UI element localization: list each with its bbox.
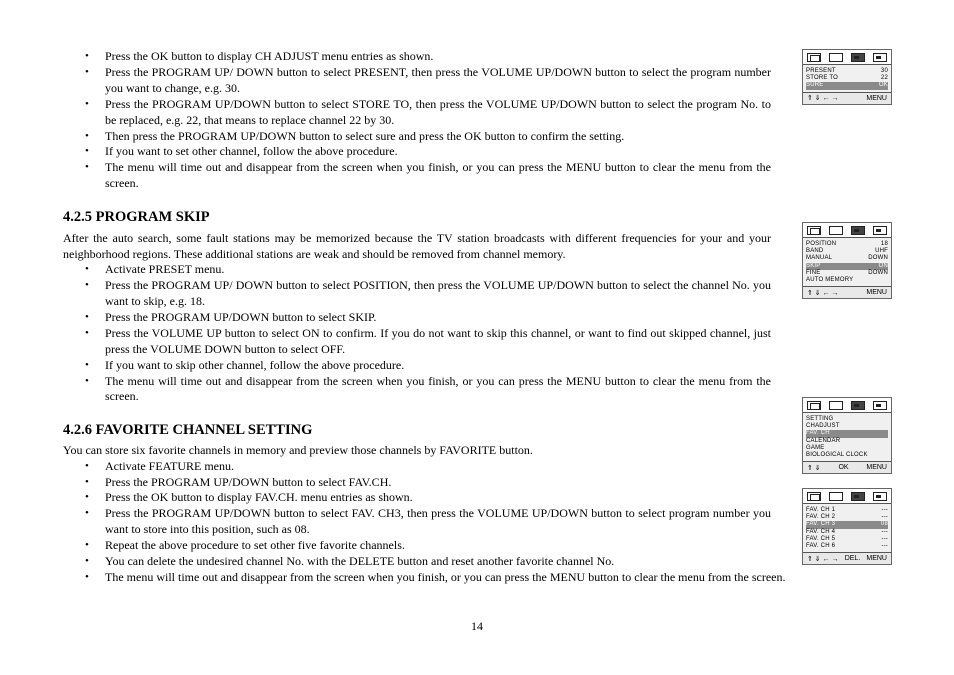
- menu-row: [806, 452, 888, 459]
- menu-row: [806, 521, 888, 528]
- bullet-icon: •: [85, 570, 89, 583]
- bullet-icon: •: [85, 50, 89, 62]
- menu-row: [806, 263, 888, 270]
- menu-footer: [803, 286, 891, 298]
- bullet-list: [63, 49, 771, 192]
- bullet-item: [63, 475, 771, 491]
- menu-footer: [803, 92, 891, 104]
- menu-row-value: ---: [881, 514, 888, 521]
- menu-icon-bar: [803, 398, 891, 413]
- bullet-icon: •: [85, 326, 89, 339]
- bullet-item: [63, 538, 771, 554]
- ch-adjust-menu-image: [802, 49, 892, 105]
- bullet-icon: •: [85, 374, 89, 387]
- menu-row-label: FAV. CH 1: [806, 507, 836, 513]
- bullet-text: Press the VOLUME UP button to select ON to confirm. If you do not want to skip this channel, or want to find out skipped channel, just press the VOLUME DOWN button to select OFF.: [105, 325, 771, 356]
- menu-row: [806, 255, 888, 262]
- bullet-text: Press the OK button to display CH ADJUST menu entries as shown.: [105, 49, 434, 63]
- menu-row-value: ---: [881, 535, 888, 542]
- menu-row-value: ON: [878, 262, 888, 269]
- menu-icon-bar: [803, 489, 891, 504]
- preset-menu-image: [802, 222, 892, 299]
- tv-icon: [807, 53, 821, 62]
- menu-row-label: FAV. CH 2: [806, 514, 836, 521]
- bullet-text: You can delete the undesired channel No. with the DELETE button and reset another favorite channel No.: [105, 554, 615, 569]
- menu-row-label: CHADJUST: [806, 423, 840, 430]
- footer-left: ⇑ ⇓: [807, 464, 821, 472]
- menu-row-label: SURE: [806, 82, 824, 89]
- menu-row: [806, 423, 888, 430]
- menu-entries: [803, 65, 891, 92]
- footer-right: MENU: [866, 464, 887, 472]
- bullet-text: If you want to skip other channel, follow the above procedure.: [105, 357, 405, 372]
- bullet-item: [63, 490, 771, 506]
- menu-row: [806, 82, 888, 89]
- menu-row: [806, 438, 888, 445]
- bullet-item: [63, 310, 771, 326]
- menu-row-value: OK: [878, 82, 888, 89]
- bullet-text: Press the PROGRAM UP/ DOWN button to select PRESENT, then press the VOLUME UP/DOWN button to select the program number you want to change, e.g. 30.: [105, 64, 771, 95]
- bullet-item: [63, 278, 771, 310]
- program-skip-section: [63, 208, 771, 405]
- menu-row-label: BAND: [806, 248, 824, 255]
- picture-icon: [851, 492, 865, 501]
- bullet-text: Repeat the above procedure to set other five favorite channels.: [105, 538, 405, 553]
- tv-icon: [807, 226, 821, 235]
- menu-row-value: ---: [881, 528, 888, 535]
- menu-row-label: SETTING: [806, 416, 834, 422]
- bullet-text: Press the PROGRAM UP/DOWN button to select SKIP.: [105, 309, 377, 324]
- feature-icon: [873, 226, 887, 235]
- menu-row-label: FAV. CH 6: [806, 542, 836, 549]
- picture-icon: [851, 401, 865, 410]
- picture-icon: [851, 53, 865, 62]
- bullet-list: [63, 458, 786, 586]
- menu-row: [806, 529, 888, 536]
- bullet-item: [63, 554, 771, 570]
- bullet-icon: •: [85, 459, 89, 472]
- menu-row-label: PRESENT: [806, 68, 836, 74]
- bullet-text: The menu will time out and disappear from the screen when you finish, or you can press the MENU button to clear the menu from the screen.: [105, 569, 786, 584]
- menu-row: [806, 68, 888, 75]
- bullet-item: [63, 65, 771, 97]
- menu-row-label: CALENDAR: [806, 437, 841, 444]
- feature-icon: [873, 401, 887, 410]
- bullet-item: [63, 144, 771, 160]
- ch-adjust-steps: [63, 49, 771, 192]
- bullet-item: [63, 262, 771, 278]
- menu-row: [806, 536, 888, 543]
- bullet-icon: •: [85, 97, 89, 110]
- bullet-text: The menu will time out and disappear from the screen when you finish, or you can press the MENU button to clear the menu from the screen.: [105, 160, 771, 191]
- section-heading: 4.2.5 PROGRAM SKIP: [63, 209, 210, 225]
- feature-icon: [873, 492, 887, 501]
- menu-row-label: FAV. CH: [806, 430, 830, 437]
- menu-row: [806, 277, 888, 284]
- favorite-channel-section: [63, 421, 786, 586]
- menu-row-value: 18: [880, 241, 888, 247]
- bullet-text: Press the PROGRAM UP/DOWN button to select FAV. CH3, then press the VOLUME UP/DOWN button to select program number you want to store into this position, such as 08.: [105, 506, 771, 537]
- bullet-icon: •: [85, 129, 89, 142]
- bullet-item: [63, 129, 771, 145]
- bullet-list: [63, 262, 771, 405]
- footer-right: MENU: [866, 289, 887, 297]
- menu-row-label: FINE: [806, 269, 821, 276]
- bullet-icon: •: [85, 475, 89, 488]
- bullet-text: Then press the PROGRAM UP/DOWN button to select sure and press the OK button to confirm the setting.: [105, 128, 625, 143]
- bullet-text: Press the OK button to display FAV.CH. menu entries as shown.: [105, 490, 413, 505]
- menu-footer: [803, 552, 891, 564]
- menu-row-label: MANUAL: [806, 255, 833, 262]
- feature-icon: [873, 53, 887, 62]
- bullet-text: Press the PROGRAM UP/ DOWN button to select POSITION, then press the VOLUME UP/DOWN button to select the channel No. you want to skip, e.g. 18.: [105, 278, 771, 308]
- menu-entries: [803, 238, 891, 286]
- bullet-icon: •: [85, 507, 89, 520]
- footer-mid: OK: [838, 464, 849, 472]
- menu-row-value: ---: [881, 507, 888, 513]
- footer-left: ⇑ ⇓ ← →: [807, 95, 839, 103]
- menu-row-value: UHF: [875, 248, 888, 255]
- tools-icon: [829, 53, 843, 62]
- bullet-icon: •: [85, 263, 89, 276]
- menu-icon-bar: [803, 50, 891, 65]
- section-intro: After the auto search, some fault stations may be memorized because the TV station broadcasts with different frequencies for your and your neighborhood regions. These additional stations are weak and should be removed from channel memory.: [63, 231, 771, 261]
- footer-right: MENU: [866, 555, 887, 563]
- bullet-icon: •: [85, 65, 89, 78]
- bullet-item: [63, 326, 771, 358]
- tv-icon: [807, 401, 821, 410]
- menu-row-value: 22: [880, 75, 888, 82]
- bullet-text: If you want to set other channel, follow the above procedure.: [105, 144, 398, 159]
- page-number: 14: [471, 619, 483, 633]
- menu-icon-bar: [803, 223, 891, 238]
- feature-menu-image: [802, 397, 892, 474]
- menu-row: [806, 507, 888, 514]
- bullet-text: Activate FEATURE menu.: [105, 458, 234, 473]
- menu-row-label: GAME: [806, 444, 825, 451]
- menu-row-value: DOWN: [868, 269, 888, 276]
- section-heading: 4.2.6 FAVORITE CHANNEL SETTING: [63, 422, 313, 438]
- bullet-icon: •: [85, 279, 89, 292]
- bullet-item: [63, 358, 771, 374]
- tv-icon: [807, 492, 821, 501]
- bullet-item: [63, 374, 771, 406]
- menu-footer: [803, 461, 891, 473]
- menu-row: [806, 430, 888, 437]
- menu-row-label: SKIP: [806, 262, 821, 269]
- menu-row-value: 08: [880, 521, 888, 528]
- menu-row: [806, 248, 888, 255]
- menu-row: [806, 543, 888, 550]
- bullet-icon: •: [85, 145, 89, 158]
- bullet-icon: •: [85, 539, 89, 552]
- bullet-text: Activate PRESET menu.: [105, 262, 225, 277]
- menu-row-label: STORE TO: [806, 75, 838, 82]
- menu-row-value: ---: [881, 542, 888, 549]
- bullet-item: [63, 97, 771, 129]
- tools-icon: [829, 492, 843, 501]
- menu-row: [806, 514, 888, 521]
- footer-left: ⇑ ⇓ ← →: [807, 289, 839, 297]
- menu-row-label: BIOLOGICAL CLOCK: [806, 451, 868, 458]
- menu-row-value: 30: [880, 68, 888, 74]
- menu-row-label: FAV. CH 4: [806, 528, 836, 535]
- tools-icon: [829, 401, 843, 410]
- menu-row-label: AUTO MEMORY: [806, 276, 854, 283]
- footer-right: MENU: [866, 94, 887, 102]
- bullet-icon: •: [85, 358, 89, 371]
- bullet-icon: •: [85, 555, 89, 568]
- picture-icon: [851, 226, 865, 235]
- bullet-item: [63, 49, 771, 65]
- menu-row: [806, 75, 888, 82]
- bullet-icon: •: [85, 491, 89, 504]
- footer-left: ⇑ ⇓ ← →: [807, 555, 839, 563]
- menu-entries: [803, 413, 891, 461]
- menu-row-value: DOWN: [868, 255, 888, 262]
- menu-row: [806, 270, 888, 277]
- menu-row-label: FAV. CH 3: [806, 521, 836, 528]
- fav-ch-menu-image: [802, 488, 892, 565]
- menu-row-label: POSITION: [806, 241, 837, 247]
- bullet-icon: •: [85, 161, 89, 174]
- section-intro: You can store six favorite channels in memory and preview those channels by FAVORITE button.: [63, 443, 533, 457]
- bullet-text: The menu will time out and disappear from the screen when you finish, or you can press the MENU button to clear the menu from the screen.: [105, 373, 771, 404]
- menu-row: [806, 445, 888, 452]
- menu-entries: [803, 504, 891, 552]
- bullet-text: Press the PROGRAM UP/DOWN button to select STORE TO, then press the VOLUME UP/DOWN button to select the program No. to be replaced, e.g. 22, that means to replace channel 22 by 30.: [105, 96, 771, 127]
- bullet-item: [63, 506, 771, 538]
- footer-mid: DEL.: [844, 555, 861, 563]
- bullet-item: [63, 459, 771, 475]
- bullet-item: [63, 160, 771, 192]
- tools-icon: [829, 226, 843, 235]
- bullet-item: [63, 570, 911, 586]
- bullet-icon: •: [85, 310, 89, 323]
- menu-row: [806, 416, 888, 423]
- menu-row-label: FAV. CH 5: [806, 535, 836, 542]
- menu-row: [806, 241, 888, 248]
- bullet-text: Press the PROGRAM UP/DOWN button to select FAV.CH.: [105, 474, 392, 489]
